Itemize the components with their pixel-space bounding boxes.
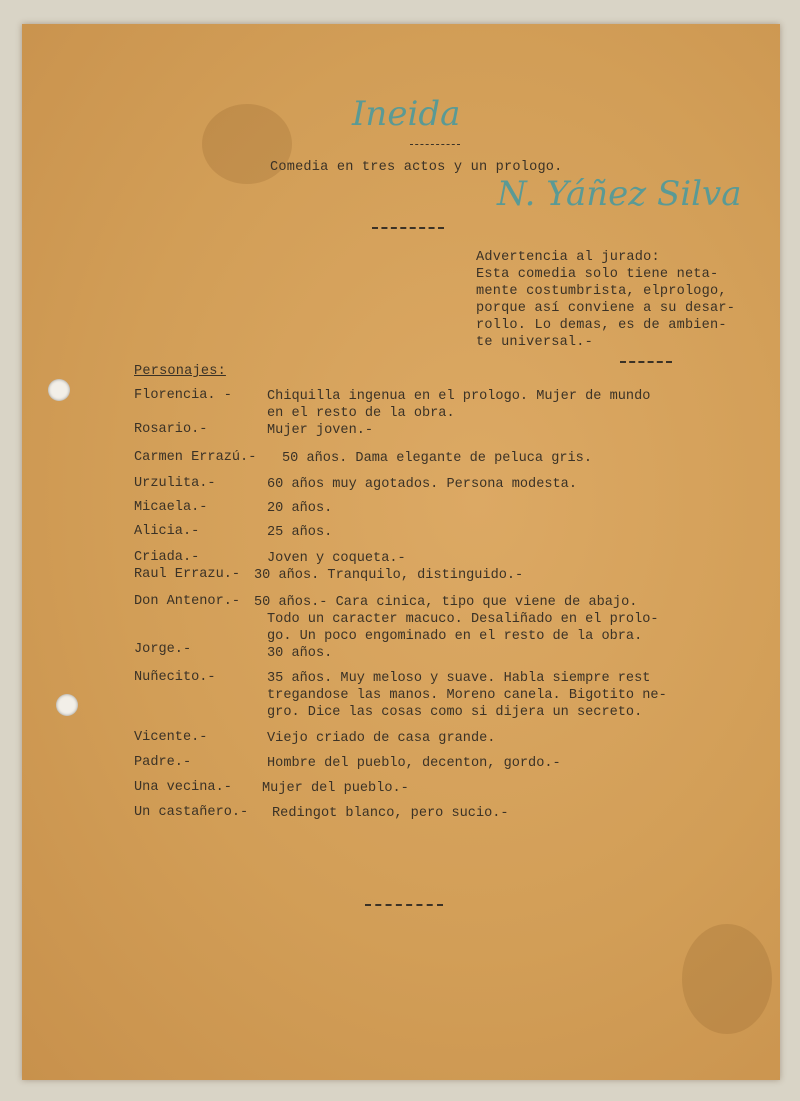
character-name: Una vecina.- [134, 780, 232, 795]
punch-hole [56, 694, 78, 716]
separator-rule [372, 227, 444, 229]
character-desc: 50 años.- Cara cinica, tipo que viene de abajo. [254, 595, 638, 610]
handwritten-title: Ineida [352, 94, 461, 134]
character-desc: Todo un caracter macuco. Desaliñado en el prolo- [267, 612, 659, 627]
personajes-heading: Personajes: [134, 364, 226, 379]
document-page [22, 24, 780, 1080]
character-name: Un castañero.- [134, 805, 249, 820]
character-desc: 30 años. Tranquilo, distinguido.- [254, 568, 524, 583]
character-name: Criada.- [134, 550, 200, 565]
advertencia-line: rollo. Lo demas, es de ambien- [476, 318, 727, 333]
character-desc: Redingot blanco, pero sucio.- [272, 806, 509, 821]
stain [682, 924, 772, 1034]
advertencia-line: mente costumbrista, elprologo, [476, 284, 727, 299]
character-desc: en el resto de la obra. [267, 406, 455, 421]
character-name: Rosario.- [134, 422, 208, 437]
character-desc: 30 años. [267, 646, 333, 661]
character-desc: 35 años. Muy meloso y suave. Habla siempre rest [267, 671, 651, 686]
character-name: Padre.- [134, 755, 192, 770]
character-name: Raul Errazu.- [134, 567, 241, 582]
character-name: Urzulita.- [134, 476, 216, 491]
character-name: Jorge.- [134, 642, 192, 657]
character-desc: Joven y coqueta.- [267, 551, 406, 566]
character-name: Nuñecito.- [134, 670, 216, 685]
character-name: Florencia. - [134, 388, 232, 403]
character-name: Carmen Errazú.- [134, 450, 257, 465]
character-name: Vicente.- [134, 730, 208, 745]
advertencia-line: te universal.- [476, 335, 594, 350]
character-desc: 25 años. [267, 525, 333, 540]
character-desc: tregandose las manos. Moreno canela. Bigotito ne- [267, 688, 667, 703]
character-desc: Hombre del pueblo, decenton, gordo.- [267, 756, 561, 771]
character-name: Don Antenor.- [134, 594, 241, 609]
character-desc: Viejo criado de casa grande. [267, 731, 496, 746]
character-desc: Mujer del pueblo.- [262, 781, 409, 796]
advertencia-line: Esta comedia solo tiene neta- [476, 267, 719, 282]
advertencia-rule [620, 361, 672, 363]
character-desc: Chiquilla ingenua en el prologo. Mujer de mundo [267, 389, 651, 404]
character-desc: go. Un poco engominado en el resto de la obra. [267, 629, 643, 644]
character-name: Alicia.- [134, 524, 200, 539]
character-name: Micaela.- [134, 500, 208, 515]
character-desc: 20 años. [267, 501, 333, 516]
advertencia-line: porque así conviene a su desar- [476, 301, 736, 316]
character-desc: 50 años. Dama elegante de peluca gris. [282, 451, 592, 466]
character-desc: 60 años muy agotados. Persona modesta. [267, 477, 577, 492]
handwritten-signature: N. Yáñez Silva [497, 174, 742, 214]
character-desc: Mujer joven.- [267, 423, 374, 438]
punch-hole [48, 379, 70, 401]
closing-rule [365, 904, 443, 906]
subtitle: Comedia en tres actos y un prologo. [270, 160, 563, 175]
title-underline [410, 144, 460, 145]
advertencia-line: Advertencia al jurado: [476, 250, 660, 265]
character-desc: gro. Dice las cosas como si dijera un secreto. [267, 705, 643, 720]
